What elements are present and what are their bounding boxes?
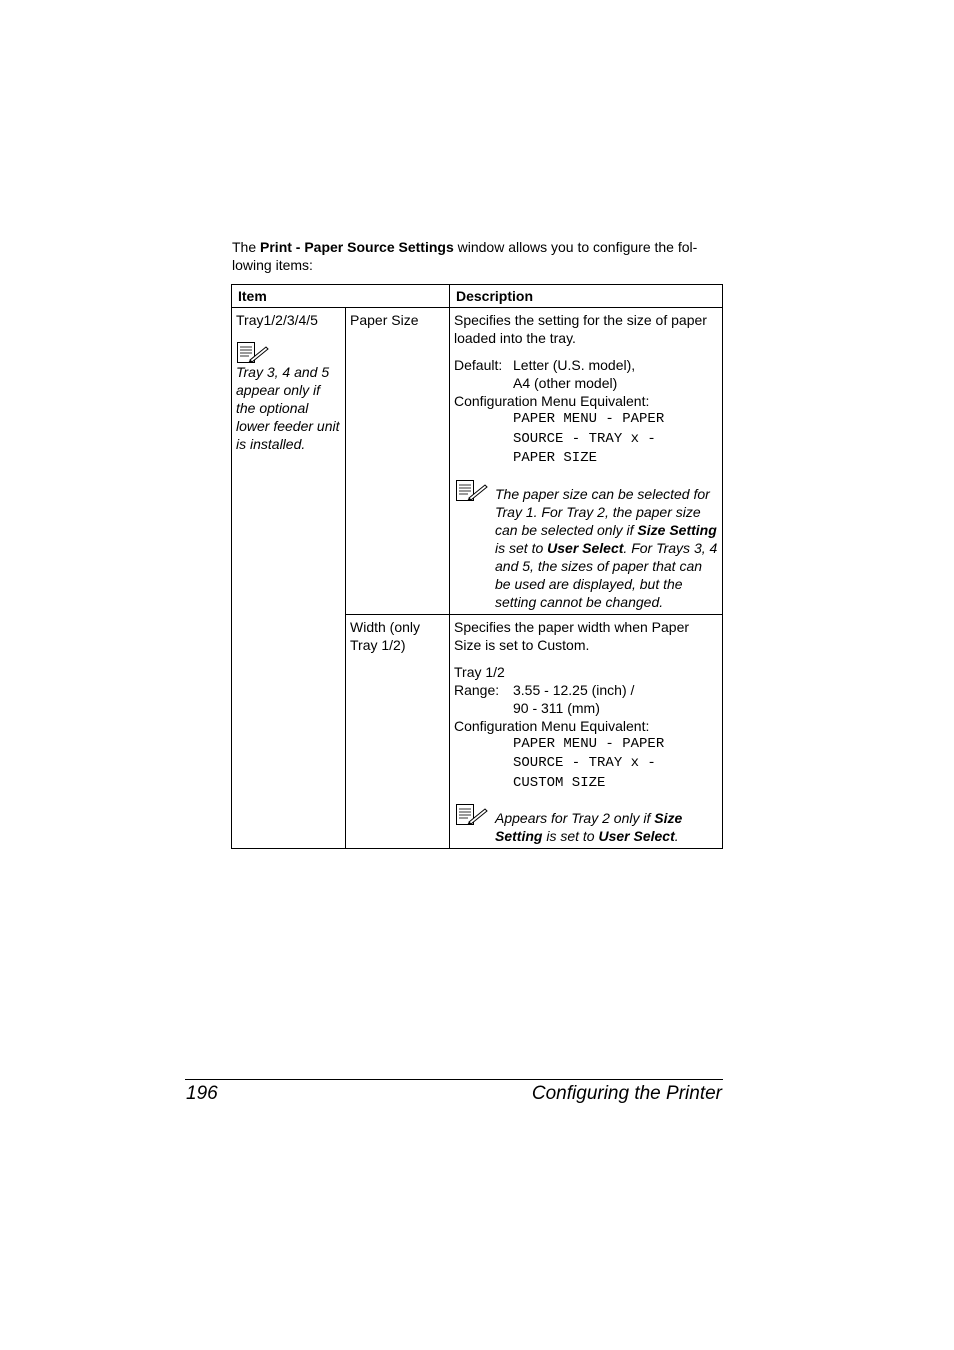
subitem-cell <box>346 614 450 849</box>
range-values <box>454 681 719 717</box>
table-row <box>232 308 723 615</box>
menu-path-line: SOURCE - TRAY x - <box>513 430 656 447</box>
chapter-title: Configuring the Printer <box>531 1083 722 1104</box>
note-pencil-icon <box>236 341 270 365</box>
intro-paragraph <box>232 238 722 274</box>
group-note-text: Tray 3, 4 and 5 appear only if the optional lower feeder unit is installed. <box>236 364 340 452</box>
group-note <box>236 341 342 453</box>
description-summary: Specifies the setting for the size of paper loaded into the tray. <box>454 312 707 346</box>
tray-line: Tray 1/2 <box>454 663 505 680</box>
default-values <box>454 356 719 392</box>
menu-path-line: CUSTOM SIZE <box>513 774 606 791</box>
item-cell <box>232 308 346 849</box>
value-line: Letter (U.S. model), <box>513 357 636 373</box>
menu-path-line: PAPER MENU - PAPER <box>513 735 665 752</box>
page-number: 196 <box>186 1083 218 1104</box>
footer-rule <box>185 1079 723 1080</box>
description-summary: Specifies the paper width when Paper Size is set to Custom. <box>454 618 690 653</box>
intro-suffix: window allows you to configure the fol-lowing items: <box>232 239 698 273</box>
subitem-label: Width (only Tray 1/2) <box>350 618 421 653</box>
menu-path-line: PAPER MENU - PAPER <box>513 411 665 427</box>
menu-path-line: SOURCE - TRAY x - <box>513 755 656 771</box>
description-note <box>454 479 719 611</box>
header-description: Description <box>450 285 723 308</box>
value-line: A4 (other model) <box>513 375 618 391</box>
value-label: Range: <box>454 681 500 698</box>
intro-prefix: The <box>232 239 261 255</box>
menu-equivalent-label: Configuration Menu Equivalent: <box>454 393 650 409</box>
value-label: Default: <box>454 357 503 373</box>
subitem-cell <box>346 308 450 615</box>
group-item-label: Tray1/2/3/4/5 <box>236 312 318 328</box>
description-cell <box>450 308 723 615</box>
note-text: Appears for Tray 2 only if Size Setting is set to User Select. <box>495 810 683 844</box>
header-item: Item <box>232 285 450 308</box>
description-note <box>454 803 719 845</box>
menu-path-line: PAPER SIZE <box>513 450 598 466</box>
settings-table <box>231 284 723 849</box>
note-pencil-icon <box>455 479 489 503</box>
menu-equivalent-label: Configuration Menu Equivalent: <box>454 717 650 734</box>
value-line: 3.55 - 12.25 (inch) / <box>513 681 635 698</box>
note-pencil-icon <box>455 803 489 827</box>
subitem-label: Paper Size <box>350 312 419 328</box>
note-text: The paper size can be selected for Tray 1. For Tray 2, the paper size can be selected only if Size Setting is set to User Select. For Trays 3, 4 and 5, the sizes of paper that can be used are displayed, but the setting cannot be changed. <box>495 485 718 610</box>
value-line: 90 - 311 (mm) <box>513 699 600 716</box>
description-cell <box>450 614 723 849</box>
table-header-row <box>232 285 723 308</box>
window-name: Print - Paper Source Settings <box>260 239 454 255</box>
